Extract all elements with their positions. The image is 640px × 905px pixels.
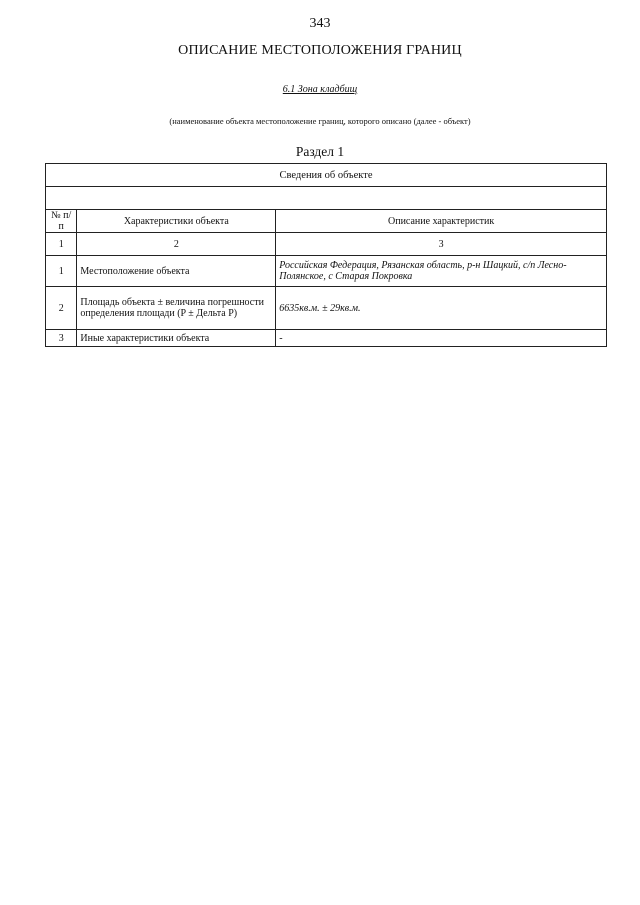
row-value: Российская Федерация, Рязанская область, р-н Шацкий, с/п Лесно-Полянское, с Старая Покровка: [276, 256, 607, 287]
blank-cell: [46, 187, 607, 210]
object-name: 6.1 Зона кладбищ: [282, 84, 358, 95]
table-caption: Сведения об объекте: [46, 164, 607, 187]
table-row: [46, 256, 607, 287]
header-description: Описание характеристик: [276, 210, 607, 233]
table-row: [46, 287, 607, 330]
object-caption: (наименование объекта местоположение границ, которого описано (далее - объект): [169, 116, 471, 126]
column-number: 1: [46, 233, 77, 256]
row-number: 2: [46, 287, 77, 330]
table-header-row: [46, 210, 607, 233]
row-number: 1: [46, 256, 77, 287]
row-value: 6635кв.м. ± 29кв.м.: [276, 287, 607, 330]
table-caption-row: [46, 164, 607, 187]
column-number: 2: [77, 233, 276, 256]
header-num: № п/п: [46, 210, 77, 233]
page-number: 343: [309, 16, 331, 31]
row-value: -: [276, 330, 607, 347]
row-number: 3: [46, 330, 77, 347]
object-info-table: [45, 163, 607, 347]
table-row: [46, 330, 607, 347]
row-label: Местоположение объекта: [77, 256, 276, 287]
row-label: Иные характеристики объекта: [77, 330, 276, 347]
header-characteristic: Характеристики объекта: [77, 210, 276, 233]
section-title: Раздел 1: [295, 144, 345, 159]
column-number: 3: [276, 233, 607, 256]
document-title: ОПИСАНИЕ МЕСТОПОЛОЖЕНИЯ ГРАНИЦ: [178, 43, 462, 58]
table-column-numbers-row: [46, 233, 607, 256]
table-blank-row: [46, 187, 607, 210]
row-label: Площадь объекта ± величина погрешности определения площади (P ± Дельта P): [77, 287, 276, 330]
